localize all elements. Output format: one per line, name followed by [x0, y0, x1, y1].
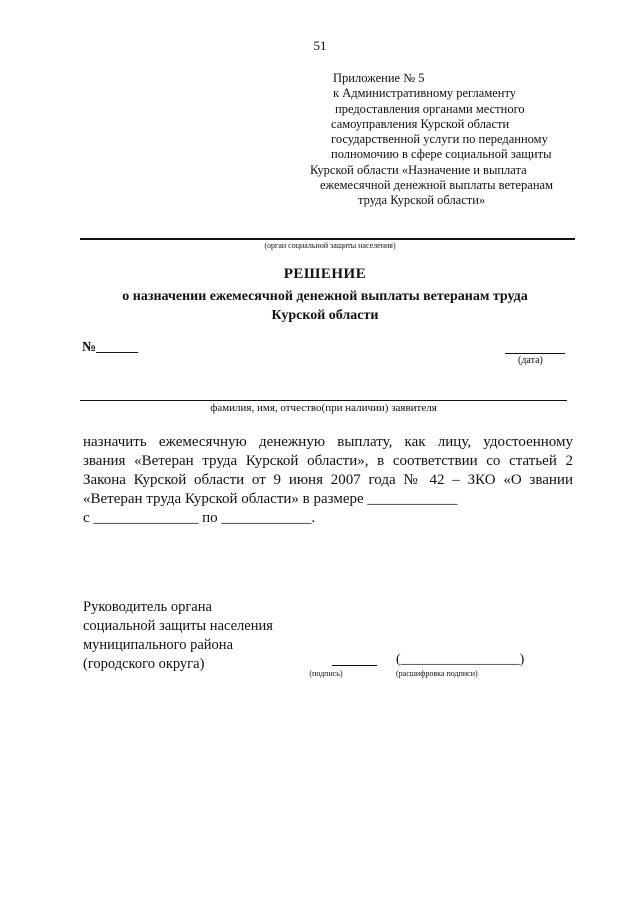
body-line: звания «Ветеран труда Курской области», в соответствии со статьей 2	[83, 453, 573, 469]
appendix-line: ежемесячной денежной выплаты ветеранам	[320, 178, 553, 193]
appendix-line: Курской области «Назначение и выплата	[310, 162, 527, 177]
signatory-line: муниципального района	[83, 637, 233, 653]
date-caption: (дата)	[518, 355, 543, 366]
signatory-line: социальной защиты населения	[83, 618, 273, 634]
appendix-line: труда Курской области»	[358, 193, 486, 208]
body-line: Закона Курской области от 9 июня 2007 года № 42 – ЗКО «О звании	[83, 472, 573, 488]
appendix-line: полномочию в сфере социальной защиты	[331, 147, 552, 162]
date-field-line	[505, 353, 565, 354]
signature-decoding-field: (_________________)	[396, 652, 525, 667]
authority-field-line	[80, 238, 575, 240]
appendix-line: государственной услуги по переданному	[331, 132, 548, 147]
signature-caption: (подпись)	[309, 669, 343, 678]
appendix-line: предоставления органами местного	[335, 101, 525, 116]
page-number: 51	[313, 38, 327, 53]
signatory-line: Руководитель органа	[83, 599, 212, 615]
applicant-caption: фамилия, имя, отчество(при наличии) заявителя	[210, 402, 437, 414]
signature-field-line	[332, 665, 377, 666]
decision-number-label: №______	[82, 340, 139, 355]
subtitle-line: Курской области	[271, 308, 379, 323]
appendix-header	[300, 71, 600, 209]
body-line: с ______________ по ____________.	[83, 510, 316, 526]
appendix-line: самоуправления Курской области	[331, 116, 510, 131]
subtitle-line: о назначении ежемесячной денежной выплаты ветеранам труда	[122, 289, 528, 304]
appendix-line: Приложение № 5	[333, 71, 425, 85]
document-title: РЕШЕНИЕ	[283, 266, 367, 282]
signatory-title	[83, 598, 323, 674]
appendix-line: к Административному регламенту	[333, 86, 517, 101]
decision-body	[83, 433, 573, 528]
body-line: назначить ежемесячную денежную выплату, как лицу, удостоенному	[83, 434, 573, 450]
document-subtitle	[80, 287, 570, 325]
authority-caption: (орган социальной защиты населения)	[264, 241, 396, 250]
signature-decoding-caption: (расшифровка подписи)	[396, 669, 478, 678]
applicant-name-line	[80, 400, 567, 401]
body-line: «Ветеран труда Курской области» в размере ____________	[83, 491, 458, 507]
signatory-line: (городского округа)	[83, 656, 205, 672]
